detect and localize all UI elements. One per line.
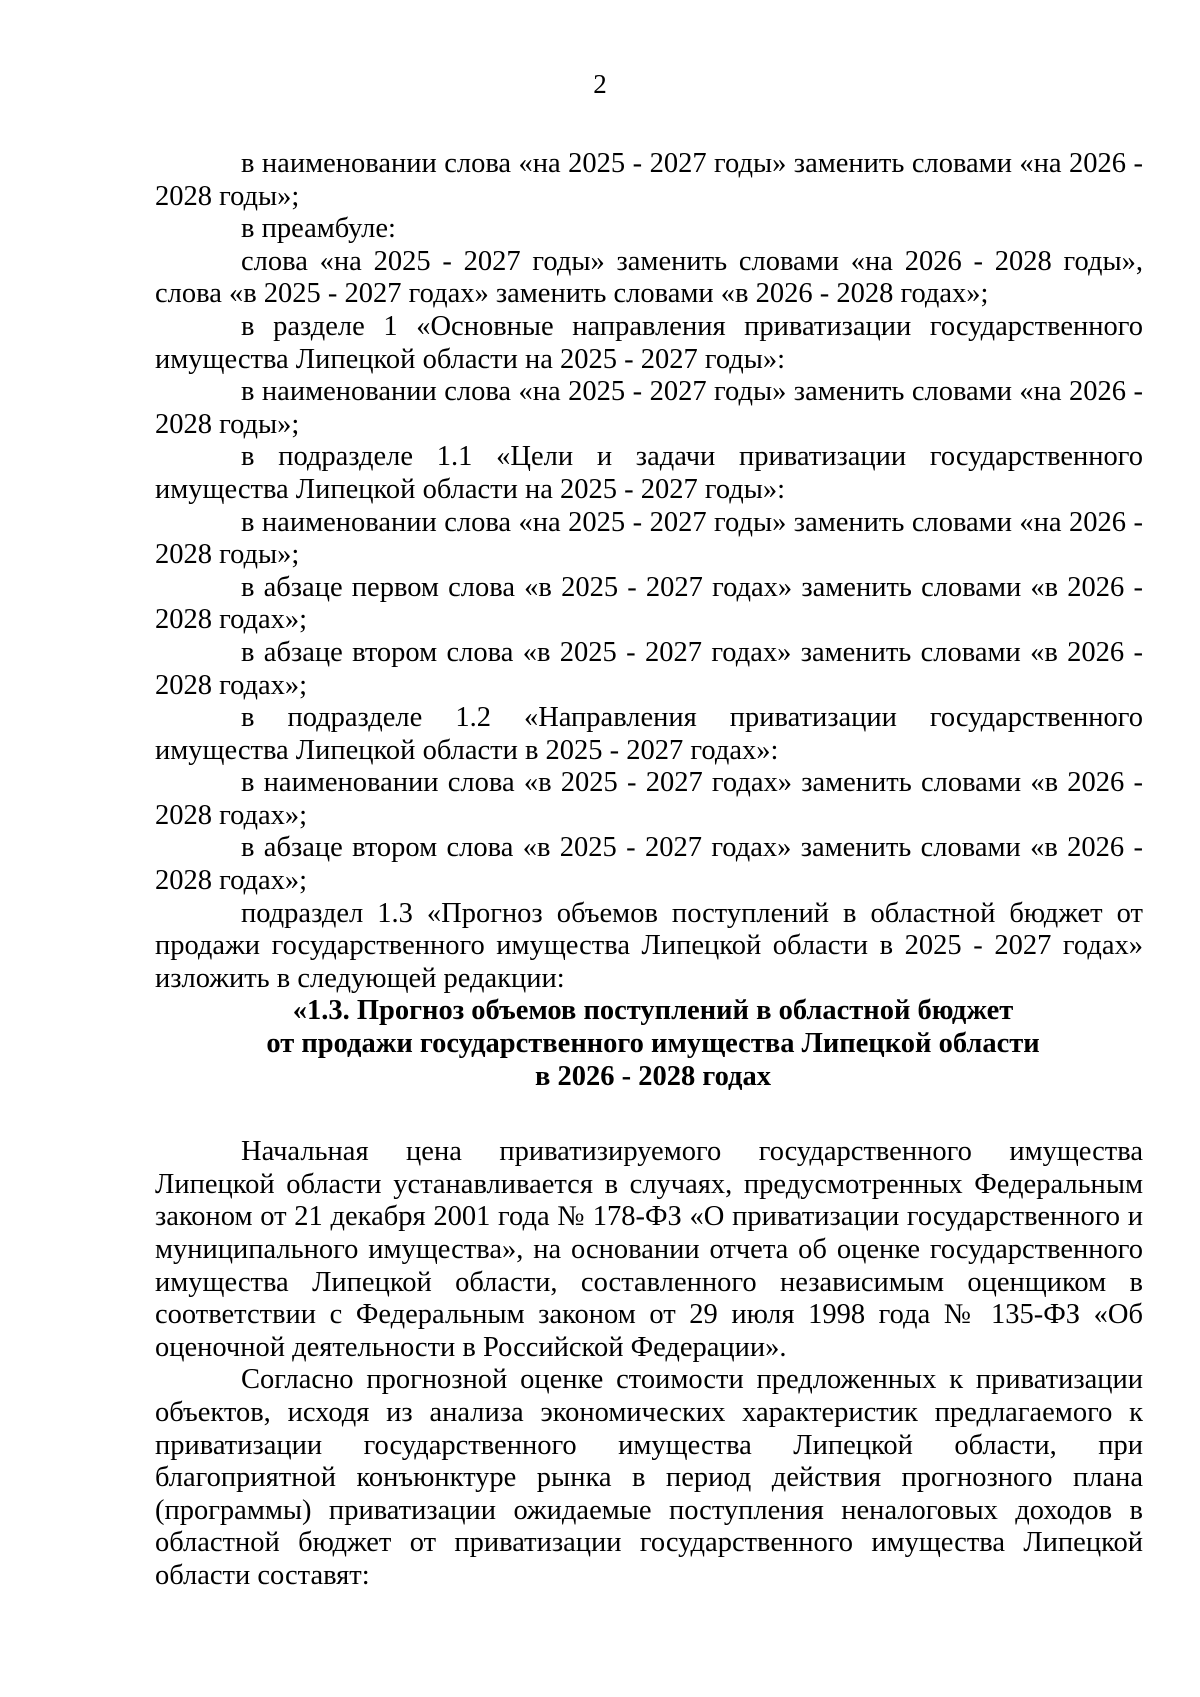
paragraph: в абзаце первом слова «в 2025 - 2027 годах» заменить словами «в 2026 - 2028 годах»; (155, 571, 1143, 636)
paragraph: Согласно прогнозной оценке стоимости предложенных к приватизации объектов, исходя из анализа экономических характеристик предлагаемого к приватизации государственного имущества Липецкой области, при благоприятной конъюнктуре рынка в период действия прогнозного плана (программы) приватизации ожидаемые поступления неналоговых доходов в областной бюджет от приватизации государственного имущества Липецкой области составят: (155, 1364, 1143, 1591)
paragraph: в абзаце втором слова «в 2025 - 2027 годах» заменить словами «в 2026 - 2028 годах»; (155, 832, 1143, 897)
paragraph: подраздел 1.3 «Прогноз объемов поступлений в областной бюджет от продажи государственного имущества Липецкой области в 2025 - 2027 годах» изложить в следующей редакции: (155, 897, 1143, 994)
paragraph: в наименовании слова «на 2025 - 2027 годы» заменить словами «на 2026 - 2028 годы»; (155, 506, 1143, 571)
spacer (155, 1093, 1143, 1136)
document-body (155, 148, 1143, 1593)
section-heading-line: от продажи государственного имущества Липецкой области (266, 1028, 1040, 1060)
paragraph: Начальная цена приватизируемого государственного имущества Липецкой области устанавливается в случаях, предусмотренных Федеральным законом от 21 декабря 2001 года № 178-ФЗ «О приватизации государственного и муниципального имущества», на основании отчета об оценке государственного имущества Липецкой области, составленного независимым оценщиком в соответствии с Федеральным законом от 29 июля 1998 года № 135-ФЗ «Об оценочной деятельности в Российской Федерации». (155, 1136, 1143, 1363)
section-heading (155, 995, 1143, 1093)
paragraph: в преамбуле: (241, 213, 396, 245)
paragraph: в наименовании слова «в 2025 - 2027 годах» заменить словами «в 2026 - 2028 годах»; (155, 767, 1143, 831)
paragraph: в наименовании слова «на 2025 - 2027 годы» заменить словами «на 2026 - 2028 годы»; (155, 148, 1143, 212)
paragraph: в наименовании слова «на 2025 - 2027 годы» заменить словами «на 2026 - 2028 годы»; (155, 376, 1143, 440)
paragraph: в подразделе 1.1 «Цели и задачи приватизации государственного имущества Липецкой области на 2025 - 2027 годы»: (155, 441, 1143, 505)
page-number: 2 (593, 69, 607, 99)
section-heading-line: в 2026 - 2028 годах (535, 1060, 771, 1092)
paragraph: в абзаце втором слова «в 2025 - 2027 годах» заменить словами «в 2026 - 2028 годах»; (155, 636, 1143, 701)
paragraph: в подразделе 1.2 «Направления приватизации государственного имущества Липецкой области в 2025 - 2027 годах»: (155, 702, 1143, 766)
paragraph: в разделе 1 «Основные направления приватизации государственного имущества Липецкой области на 2025 - 2027 годы»: (155, 310, 1143, 375)
paragraph: слова «на 2025 - 2027 годы» заменить словами «на 2026 - 2028 годы», слова «в 2025 - 2027 годах» заменить словами «в 2026 - 2028 годах»; (155, 245, 1143, 310)
section-heading-line: «1.3. Прогноз объемов поступлений в областной бюджет (292, 995, 1014, 1027)
